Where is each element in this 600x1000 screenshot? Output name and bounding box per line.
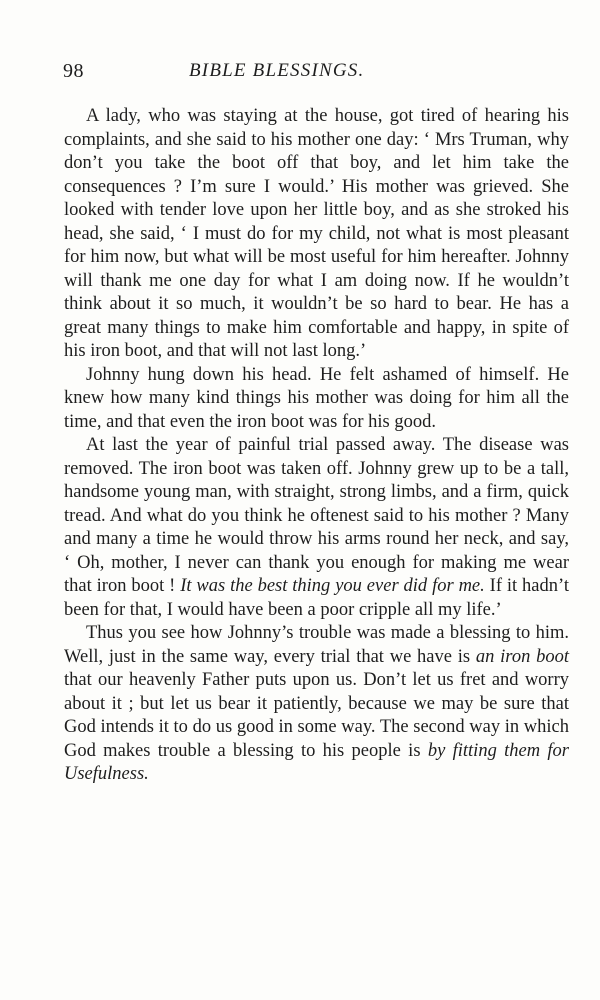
text-run: Johnny hung down his head. He felt ashamed of himself. He knew how many kind things his mother was doing for him all the time, and that even the iron boot was for his good. bbox=[64, 364, 569, 432]
text-run: A lady, who was staying at the house, got tired of hearing his complaints, and she said to his mother one day: ‘ Mrs Truman, why don’t you take the boot off that boy, and let him take the consequences ? I’m sure I would.’ His mother was grieved. She looked with tender love upon her little boy, and as she stroked his head, she said, ‘ I must do for my child, not what is most pleasant for him now, but what will be most useful for him hereafter. Johnny will thank me one day for what I am doing now. If he wouldn’t think about it so much, it wouldn’t be so hard to bear. He has a great many things to make him comfortable and happy, in spite of his iron boot, and that will not last long.’ bbox=[64, 106, 569, 361]
paragraph bbox=[64, 364, 569, 435]
paragraph bbox=[64, 105, 569, 364]
text-run: Thus you see how Johnny’s trouble was made a blessing to him. Well, just in the same way, every trial that we have is bbox=[64, 623, 569, 667]
paragraph bbox=[64, 622, 569, 787]
italic-text: It was the best thing you ever did for me. bbox=[180, 576, 485, 596]
text-run: If it hadn’t been for that, I would have been a poor cripple all my life.’ bbox=[64, 576, 569, 620]
italic-text: an iron boot bbox=[475, 646, 569, 667]
running-head: BIBLE BLESSINGS. bbox=[189, 60, 365, 81]
italic-text: by fitting them for Usefulness. bbox=[64, 740, 569, 784]
text-run: that our heavenly Father puts upon us. Don’t let us fret and worry about it ; but let us bear it patiently, because we may be sure that God intends it to do us good in some way. The second way in which God makes trouble a blessing to his people is bbox=[64, 670, 569, 761]
page-number: 98 bbox=[63, 60, 84, 82]
page-header bbox=[63, 60, 541, 88]
text-run: At last the year of painful trial passed away. The disease was removed. The iron boot was taken off. Johnny grew up to be a tall, handsome young man, with straight, strong limbs, and a firm, quick tread. And what do you think he oftenest said to his mother ? Many and many a time he would throw his arms round her neck, and say, ‘ Oh, mother, I never can thank you enough for making me wear that iron boot ! bbox=[64, 435, 569, 596]
body-text bbox=[64, 105, 569, 787]
paragraph bbox=[64, 434, 569, 622]
